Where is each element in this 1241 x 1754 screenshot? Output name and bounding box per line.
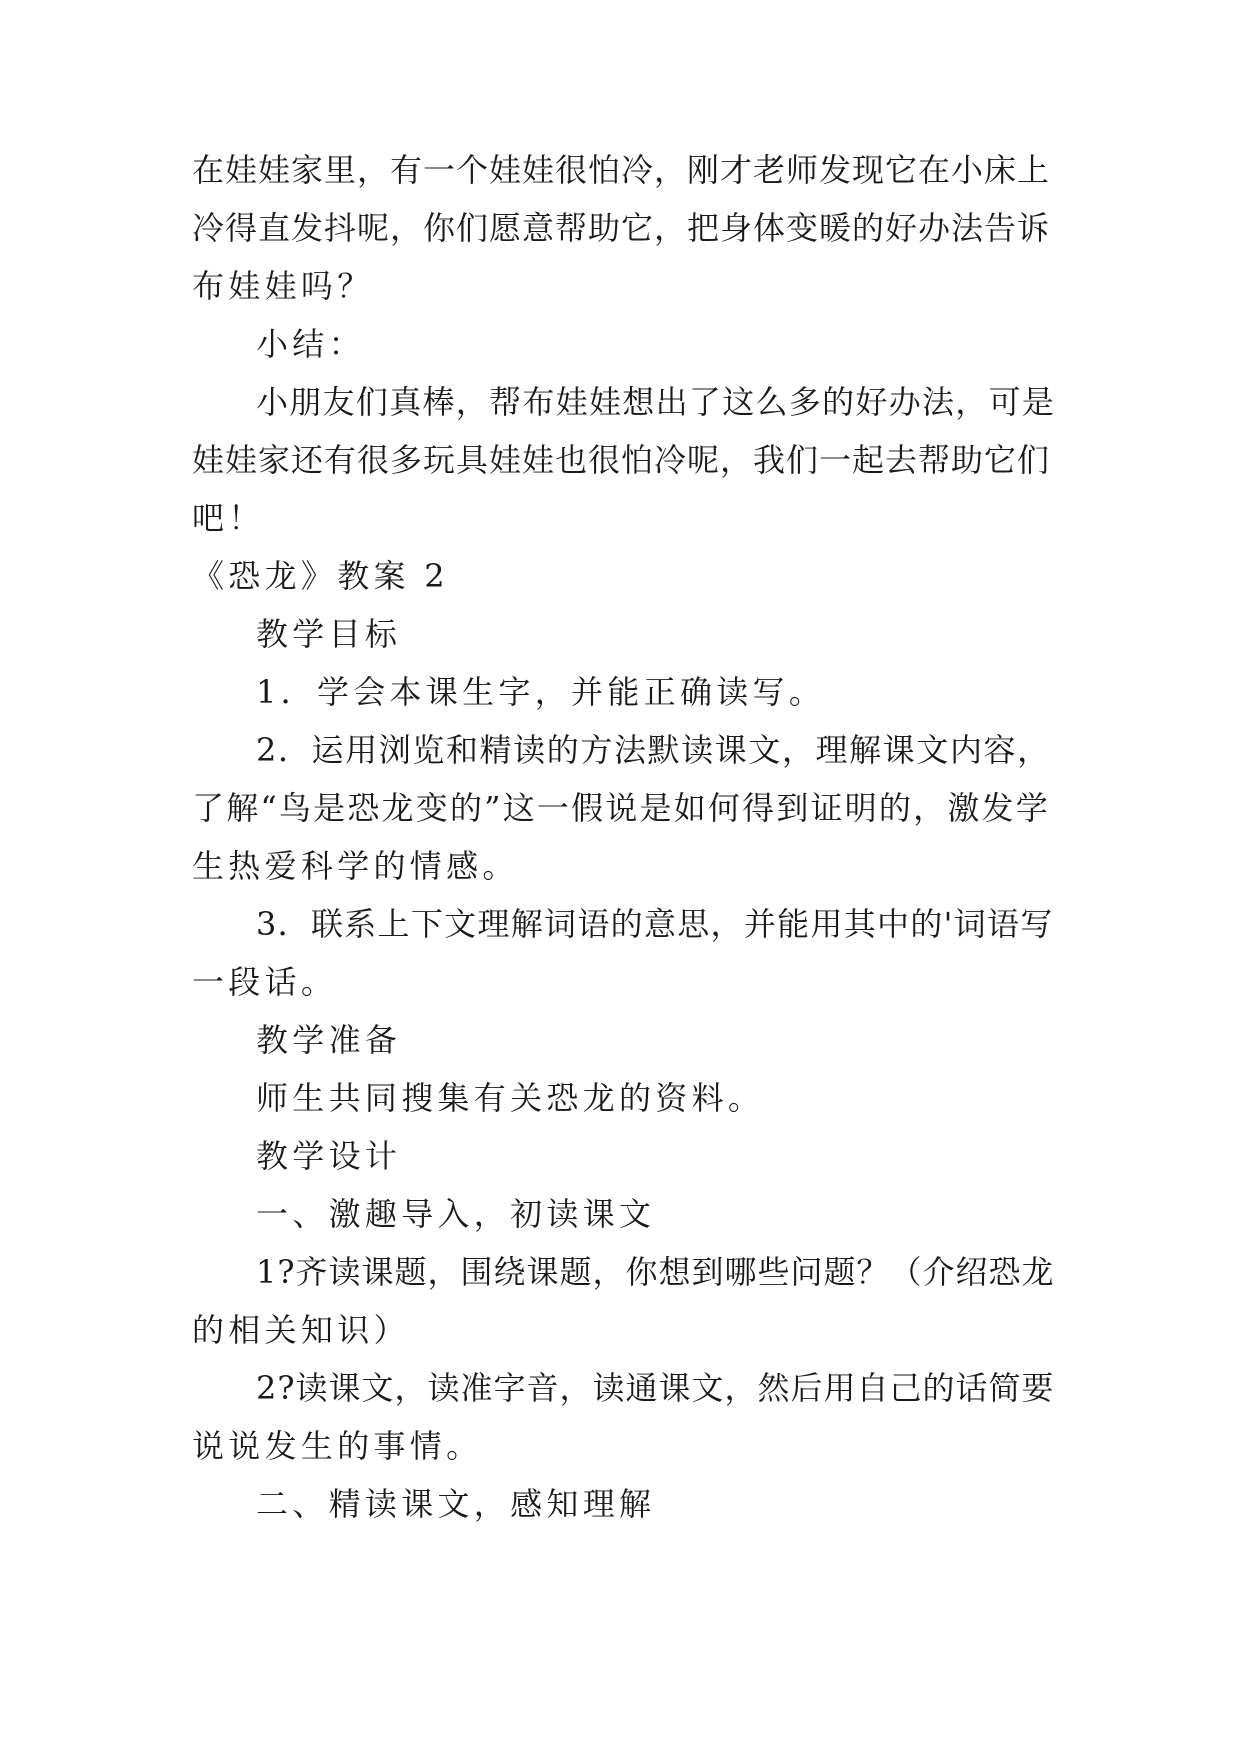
document-page bbox=[192, 0, 1056, 1754]
list-item: 1?齐读课题，围绕课题，你想到哪些问题？（介绍恐龙 bbox=[256, 1253, 1055, 1291]
text-line: 布娃娃吗？ bbox=[192, 267, 374, 305]
text-line: 在娃娃家里，有一个娃娃很怕冷，刚才老师发现它在小床上 bbox=[192, 151, 1051, 189]
document-subtitle: 《恐龙》教案 2 bbox=[192, 557, 449, 595]
list-item: 3．联系上下文理解词语的意思，并能用其中的'词语写 bbox=[256, 905, 1054, 943]
text-line: 生热爱科学的情感。 bbox=[192, 847, 519, 885]
text-line: 娃娃家还有很多玩具娃娃也很怕冷呢，我们一起去帮助它们 bbox=[192, 441, 1051, 479]
section-heading: 教学设计 bbox=[256, 1137, 402, 1175]
text-line: 说说发生的事情。 bbox=[192, 1427, 483, 1465]
text-line: 了解“鸟是恐龙变的”这一假说是如何得到证明的，激发学 bbox=[192, 789, 1050, 827]
section-heading: 二、精读课文，感知理解 bbox=[256, 1485, 656, 1523]
section-heading: 教学目标 bbox=[256, 615, 402, 653]
section-heading: 教学准备 bbox=[256, 1021, 402, 1059]
section-label: 小结： bbox=[256, 325, 365, 363]
section-heading: 一、激趣导入，初读课文 bbox=[256, 1195, 656, 1233]
text-line: 冷得直发抖呢，你们愿意帮助它，把身体变暖的好办法告诉 bbox=[192, 209, 1051, 247]
text-line: 吧！ bbox=[192, 499, 265, 537]
text-line: 的相关知识） bbox=[192, 1311, 410, 1349]
text-line: 师生共同搜集有关恐龙的资料。 bbox=[256, 1079, 765, 1117]
list-item: 2．运用浏览和精读的方法默读课文，理解课文内容， bbox=[256, 731, 1051, 769]
text-line: 小朋友们真棒，帮布娃娃想出了这么多的好办法，可是 bbox=[256, 383, 1056, 421]
list-item: 2?读课文，读准字音，读通课文，然后用自己的话简要 bbox=[256, 1369, 1055, 1407]
list-item: 1．学会本课生字，并能正确读写。 bbox=[256, 673, 826, 711]
text-line: 一段话。 bbox=[192, 963, 338, 1001]
